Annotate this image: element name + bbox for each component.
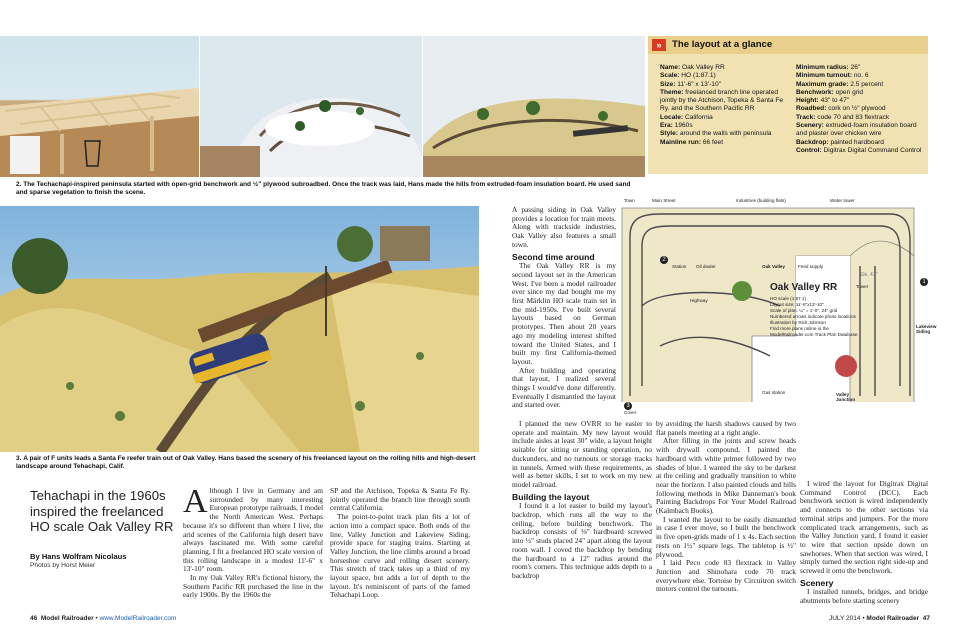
- drop-cap: A: [183, 483, 208, 520]
- benchwork-illustration: [0, 36, 199, 177]
- label-oil-dealer: Oil dealer: [696, 264, 716, 269]
- peninsula-illustration: [200, 36, 422, 177]
- spec-roadbed: Roadbed: cork on ½" plywood: [796, 105, 886, 113]
- spec-min-turnout: Minimum turnout: no. 6: [796, 72, 869, 80]
- issue-date: JULY 2014: [828, 615, 861, 622]
- spec-benchwork: Benchwork: open grid: [796, 88, 864, 96]
- paragraph: I planned the new OVRR to be easier to operate and maintain. My new layout would include aisles at least 30" wide, a layout height suitable for sitting or standing operation, no duckunders, and no turnouts or storage tracks in tunnels. Armed with these requirements, as well as better skills, I set to work on my new model railroad.: [512, 420, 652, 489]
- caption-figure-number: 3.: [16, 455, 22, 462]
- page-number-right: 47: [922, 615, 930, 622]
- photo-credit: Photos by Horst Meier: [30, 562, 96, 569]
- plan-title: Oak Valley RR: [770, 282, 838, 293]
- spec-min-radius: Minimum radius: 26": [796, 64, 861, 71]
- label-oak-valley-small: Oak Valley: [762, 264, 785, 269]
- paragraph: I installed tunnels, bridges, and bridge abutments before starting scenery: [800, 587, 928, 606]
- spec-max-grade: Maximum grade: 2.5 percent: [796, 80, 884, 88]
- caption-text: The Techachapi-inspired peninsula started with open-grid benchwork and ½" plywood subroadbed. Once the track was laid, Hans made the hills from extruded-foam insulation board. He used sand and sparse vegetation to finish the scene.: [16, 181, 631, 196]
- label-station: Station: [672, 264, 687, 269]
- label-lakeview-siding: Lakeview Siding: [916, 324, 937, 334]
- paragraph: The point-to-point track plan fits a lot of action into a compact space. Both ends of the line, Valley Junction and Lakeview Siding, provide space for staging trains. Starting at Valley Junction, the line climbs around a broad horseshoe curve and rolling desert scenery. This stretch of track takes up a third of my layout space, but adds a lot of depth to the layout. It's reminiscent of parts of the famed Tehachapi Loop.: [330, 512, 470, 600]
- photo-arrow-1: 1: [920, 278, 928, 286]
- photo3-caption: [16, 455, 476, 471]
- article-deck: Tehachapi in the 1960s inspired the freelanced HO scale Oak Valley RR: [30, 488, 174, 534]
- body-column-2: [330, 487, 470, 600]
- label-valley-junction: Valley Junction: [836, 392, 856, 402]
- label-highway: Highway: [690, 298, 708, 303]
- plan-info: HO scale (1:87.1) Layout size: 11'-6"x13'-10" Scale of plan: ¼" = 1'-0", 24" grid Numbered arrows indicate photo locations Illustration by Rick Johnson Find more plans online in the ModelRailroader.com Track Plan Database.: [770, 296, 859, 337]
- glance-specs-left: [660, 64, 788, 147]
- spec-control: Control: Digitrax Digital Command Control: [796, 146, 922, 154]
- body-column-5: [800, 480, 928, 612]
- label-main-street: Main Street: [652, 198, 676, 203]
- label-tower: Tower: [856, 284, 869, 289]
- photo-hills-finished: [423, 36, 645, 177]
- body-column-1: [183, 483, 323, 600]
- spec-style: Style: around the walls with peninsula: [660, 130, 772, 138]
- body-column-3-lower: [512, 420, 652, 612]
- label-industries: Industries (building flats): [736, 198, 786, 203]
- spec-track: Track: code 70 and 83 flextrack: [796, 113, 890, 121]
- spec-height: Height: 43" to 47": [796, 97, 850, 105]
- byline: By Hans Wolfram Nicolaus: [30, 552, 127, 561]
- paragraph: I wanted the layout to be easily dismantled in case I ever move, so I built the benchwork in five open-grids made of 1 x 4s. Each section rests on 1½" square legs. The tabletop is ½" plywood.: [656, 514, 796, 559]
- paragraph: In my Oak Valley RR's fictional history, the Southern Pacific RR purchased the line in the early 1900s. By the 1960s the: [183, 573, 323, 600]
- caption-figure-number: 2.: [16, 181, 22, 188]
- paragraph: I found it a lot easier to build my layout's backdrop, which runs all the way to the ceiling, before building benchwork. The backdrop consists of ⅛" hardboard screwed into ½" studs placed 24" apart along the layout room wall. I coved the backdrop by bending the hardboard to a 12" radius around the room's corners. This technique adds depth to a backdrop: [512, 501, 652, 580]
- folio-right: [829, 615, 930, 622]
- paragraph: After building and operating that layout, I realized several things I would've done differently. Eventually I dismantled the layout and started over.: [512, 365, 616, 410]
- spec-backdrop: Backdrop: painted hardboard: [796, 138, 884, 146]
- heading-scenery: Scenery: [800, 577, 834, 588]
- photo-peninsula-foam: [200, 36, 422, 177]
- folio-left: [30, 615, 176, 622]
- magazine-name: Model Railroader: [40, 615, 94, 622]
- paragraph: by avoiding the harsh shadows caused by two flat panels meeting at a right angle.: [656, 420, 796, 437]
- glance-specs-right: [796, 64, 922, 155]
- paragraph: The Oak Valley RR is my second layout set in the American West. I've been a model railroader ever since my dad bought me my first Märklin HO scale train set in the mid-1950s. I've built several layouts based on German prototypes. Then about 20 years ago my modeling interest shifted toward the United States, and I built my first California-themed layout.: [512, 261, 616, 366]
- photo-arrow-2: 2: [660, 256, 668, 264]
- train-scene-illustration: [0, 206, 479, 452]
- separator: •: [862, 615, 865, 622]
- spec-mainline-run: Mainline run: 66 feet: [660, 138, 724, 146]
- spec-era: Era: 1960s: [660, 122, 693, 130]
- hills-illustration: [423, 36, 645, 177]
- label-feed-supply: Feed supply: [798, 264, 824, 269]
- heading-building-the-layout: Building the layout: [512, 491, 590, 502]
- label-water-tower: Water tower: [830, 198, 855, 203]
- label-gas-station: Gas station: [762, 390, 786, 395]
- photo-santa-fe-train: [0, 206, 479, 452]
- double-arrow-icon: »: [652, 39, 666, 51]
- spec-scenery: Scenery: extruded-foam insulation board and plaster over chicken wire: [796, 122, 917, 138]
- elevation-mark: Ele. 47": [860, 272, 878, 278]
- separator: •: [95, 615, 98, 622]
- track-plan: [620, 196, 940, 418]
- spec-locale: Locale: California: [660, 113, 713, 121]
- spec-scale: Scale: HO (1:87.1): [660, 72, 716, 80]
- caption-text: A pair of F units leads a Santa Fe reefer train out of Oak Valley. Hans based the scenery of his freelanced layout on the rolling hills and high-desert landscape around Tehachapi, Calif.: [16, 455, 476, 470]
- glance-title: The layout at a glance: [672, 39, 773, 50]
- paragraph: I wired the layout for Digitrax Digital Command Control (DCC). Each benchwork section is wired independently and connects to the other sections via terminal strips and jumpers. For the more complicated track arrangements, such as the Valley Junction yard, I found it easier to wire that section upside down on sawhorses. When that section was wired, I simply turned the section right side-up and screwed it onto the benchwork.: [800, 480, 928, 576]
- spec-size: Size: 11'-6" x 13'-10": [660, 80, 721, 88]
- label-cover: Cover: [624, 410, 637, 415]
- spec-name: Name: Oak Valley RR: [660, 64, 725, 71]
- paragraph: After filling in the joints and screw heads with drywall compound, I painted the hardboard with white primer followed by two shades of blue. I wanted the sky to be darkest at the ceiling and gradually transition to white near the horizon. I also painted clouds and hills following methods in Mike Danneman's book Painting Backdrops For Your Model Railroad (Kalmbach Books).: [656, 436, 796, 516]
- magazine-name: Model Railroader: [866, 615, 920, 622]
- layout-at-a-glance-box: [648, 36, 928, 174]
- glance-title-bar: [648, 36, 928, 54]
- photo-arrow-3: 3: [624, 402, 632, 410]
- paragraph: Although I live in Germany and am surrounded by many interesting European prototype railroads, I model the North American West. Perhaps because it's so different than where I live, the arid scenes of the California high desert have always fascinated me. With some careful planning, I fit a freelanced HO scale version of this rolling landscape in a modest 11'-6" x 13'-10" room.: [183, 483, 323, 574]
- page-number-left: 46: [30, 615, 38, 622]
- photo-benchwork-room: [0, 36, 199, 177]
- paragraph: I laid Peco code 83 flextrack in Valley Junction and Shinohara code 70 track everywhere else. Tortoise by Circuitron switch motors control the turnouts.: [656, 558, 796, 594]
- paragraph: A passing siding in Oak Valley provides a location for train meets. Along with trackside industries, Oak Valley also features a small town.: [512, 206, 616, 249]
- label-town: Town: [624, 198, 635, 203]
- website-link[interactable]: www.ModelRailroader.com: [99, 615, 177, 622]
- body-column-4: [656, 420, 796, 612]
- heading-second-time-around: Second time around: [512, 251, 595, 262]
- paragraph: SP and the Atchison, Topeka & Santa Fe Ry. jointly operated the branch line through south central California.: [330, 486, 470, 513]
- photo2-caption: [16, 181, 636, 197]
- spec-theme: Theme: freelanced branch line operated jointly by the Atchison, Topeka & Santa Fe Ry. and the Southern Pacific RR: [660, 88, 784, 113]
